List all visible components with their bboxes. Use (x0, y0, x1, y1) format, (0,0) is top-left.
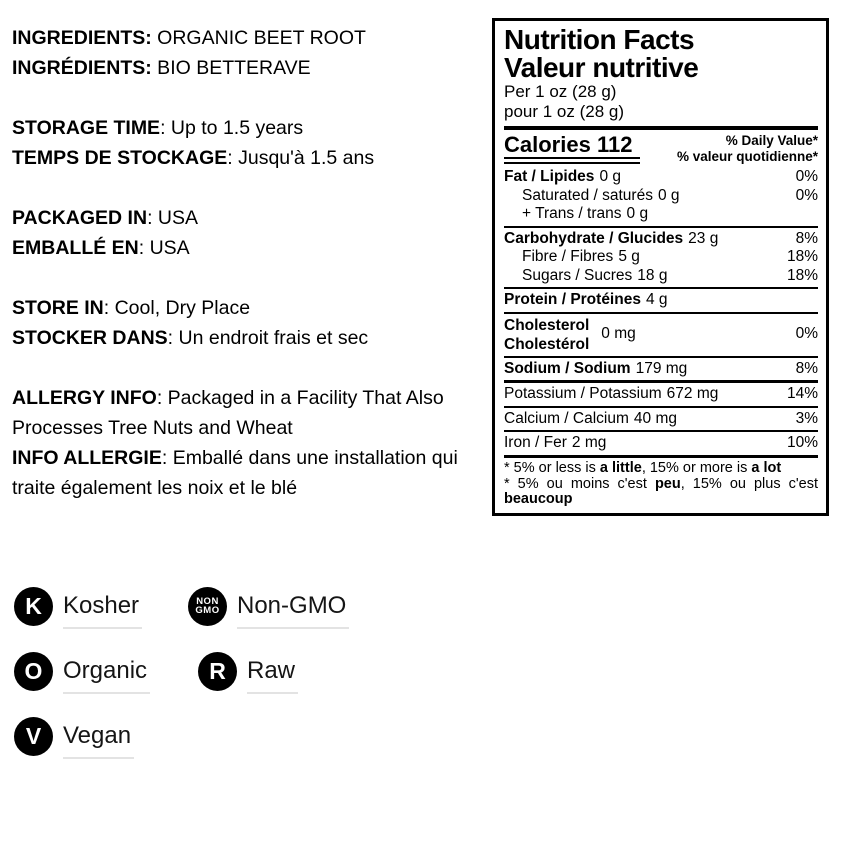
info-line: TEMPS DE STOCKAGE: Jusqu'à 1.5 ans (12, 147, 375, 169)
info-block-allergy (12, 383, 480, 503)
raw-icon: R (198, 652, 237, 691)
info-line: INGRÉDIENTS: BIO BETTERAVE (12, 57, 311, 79)
badge-label: Kosher (63, 592, 140, 619)
calories-value: Calories 112 (504, 133, 640, 164)
divider (504, 406, 818, 408)
badge-label: Vegan (63, 722, 132, 749)
nutrient-row-potassium: Potassium / Potassium 672 mg 14% (504, 385, 818, 402)
info-block-store-in (12, 293, 480, 353)
nutrient-row-carbohydrate: Carbohydrate / Glucides 23 g 8% (504, 229, 818, 247)
nutrient-row-sodium: Sodium / Sodium 179 mg 8% (504, 359, 818, 377)
serving-size-en: Per 1 oz (28 g) (504, 82, 617, 101)
nutrition-title-fr: Valeur nutritive (504, 52, 699, 83)
nutrition-facts-panel (492, 18, 829, 516)
divider (504, 226, 818, 228)
divider (504, 312, 818, 314)
kosher-icon: K (14, 587, 53, 626)
info-block-storage-time (12, 113, 480, 173)
info-block-ingredients (12, 23, 480, 83)
nutrient-row-cholesterol: Cholesterol Cholestérol 0 mg 0% (504, 316, 818, 353)
nutrient-row-protein: Protein / Protéines 4 g (504, 291, 668, 308)
nutrient-row-fat: Fat / Lipides 0 g 0% (504, 168, 818, 185)
nutrient-row-sugars: Sugars / Sucres 18 g 18% (522, 266, 818, 284)
thick-divider (504, 126, 818, 130)
nutrition-title-en: Nutrition Facts (504, 24, 695, 55)
nutrient-row-trans: + Trans / trans 0 g (522, 205, 649, 222)
info-line: INFO ALLERGIE: Emballé dans une installation qui traite également les noix et le blé (12, 447, 458, 499)
badge-label: Non-GMO (237, 592, 347, 619)
info-line: PACKAGED IN: USA (12, 207, 198, 229)
divider (504, 287, 818, 289)
nutrient-row-calcium: Calcium / Calcium 40 mg 3% (504, 409, 818, 427)
vegan-icon: V (14, 717, 53, 756)
info-line: STORAGE TIME: Up to 1.5 years (12, 117, 304, 139)
nutrient-row-fibre: Fibre / Fibres 5 g 18% (522, 248, 818, 265)
divider (504, 380, 818, 383)
serving-size-fr: pour 1 oz (28 g) (504, 102, 625, 121)
product-info (12, 23, 480, 533)
badge-kosher[interactable] (14, 586, 139, 626)
info-line: STOCKER DANS: Un endroit frais et sec (12, 327, 369, 349)
badge-vegan[interactable] (14, 716, 131, 756)
footnote-fr: * 5% ou moins c'est peu, 15% ou plus c'est beaucoup (504, 475, 818, 507)
calories-row (504, 133, 818, 165)
daily-value-header: % Daily Value* % valeur quotidienne* (676, 133, 818, 164)
info-line: INGREDIENTS: ORGANIC BEET ROOT (12, 27, 366, 49)
nutrient-row-saturated: Saturated / saturés 0 g 0% (522, 186, 818, 204)
nutrient-row-iron: Iron / Fer 2 mg 10% (504, 434, 818, 451)
badge-raw[interactable] (198, 651, 295, 691)
divider (504, 430, 818, 432)
non-gmo-icon: NON GMO (188, 587, 227, 626)
badge-non-gmo[interactable] (188, 586, 346, 626)
organic-icon: O (14, 652, 53, 691)
info-line: ALLERGY INFO: Packaged in a Facility That Also Processes Tree Nuts and Wheat (12, 387, 444, 439)
info-line: EMBALLÉ EN: USA (12, 237, 190, 259)
footnote-en: * 5% or less is a little, 15% or more is a lot (504, 459, 782, 476)
badge-organic[interactable] (14, 651, 147, 691)
info-block-packaged-in (12, 203, 480, 263)
badge-label: Raw (247, 657, 296, 684)
info-line: STORE IN: Cool, Dry Place (12, 297, 251, 319)
divider (504, 455, 818, 458)
badge-label: Organic (63, 657, 148, 684)
divider (504, 356, 818, 358)
